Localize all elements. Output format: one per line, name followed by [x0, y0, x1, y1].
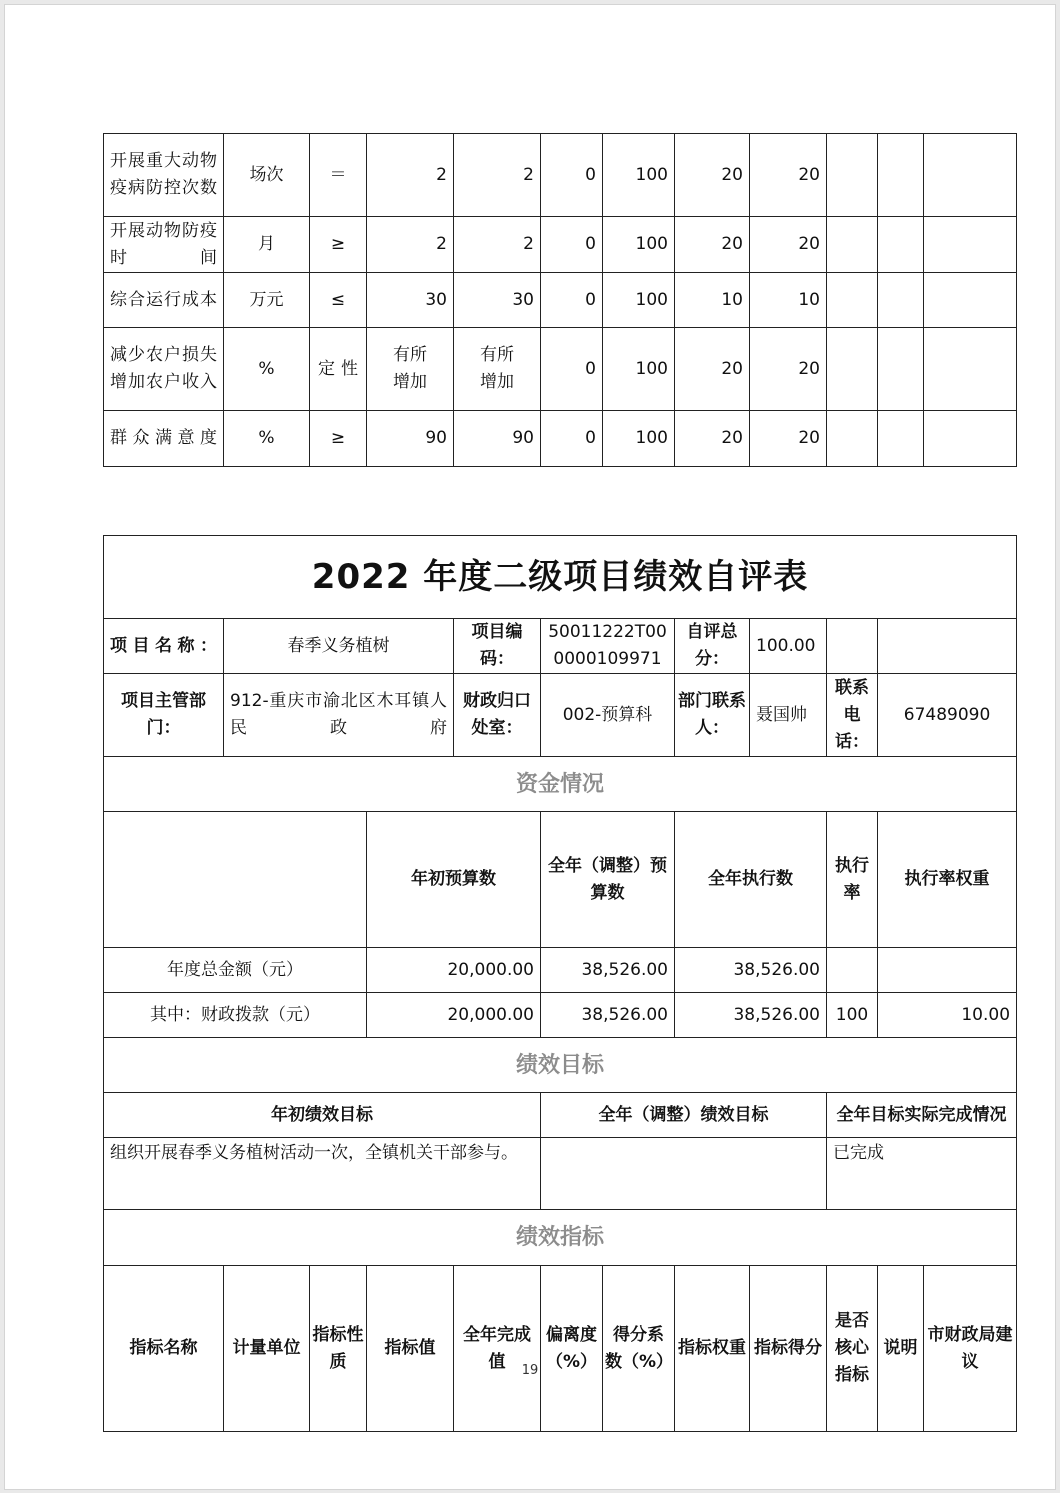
indicator-nature: ≥: [310, 217, 367, 273]
indicator-name: 开展重大动物疫病防控次数: [104, 134, 224, 217]
funds-executed: 38,526.00: [675, 993, 827, 1038]
initial-goal-text: 组织开展春季义务植树活动一次，全镇机关干部参与。: [104, 1138, 541, 1210]
funds-header: 全年执行数: [675, 812, 827, 948]
actual-completion-text: 已完成: [827, 1138, 1017, 1210]
indicator-unit: 万元: [224, 273, 310, 328]
indicator-row: [104, 411, 1017, 467]
funds-rate: [827, 948, 878, 993]
indicator-name: 开展动物防疫时间: [104, 217, 224, 273]
indicator-note: [878, 273, 924, 328]
indicator-core: [827, 217, 878, 273]
indicator-note: [878, 217, 924, 273]
funds-weight: [878, 948, 1017, 993]
indicator-header: 指标得分: [750, 1266, 827, 1432]
finance-office-value: 002-预算科: [541, 674, 675, 757]
indicator-note: [878, 328, 924, 411]
indicator-target: 2: [367, 134, 454, 217]
total-score-label: 自评总分：: [675, 619, 750, 674]
indicator-core: [827, 411, 878, 467]
document-page: [4, 4, 1056, 1490]
indicator-coefficient: 100: [603, 273, 675, 328]
indicator-header: 计量单位: [224, 1266, 310, 1432]
indicator-deviation: 0: [541, 134, 603, 217]
indicator-actual: 有所增加: [454, 328, 541, 411]
project-code-label: 项目编码：: [454, 619, 541, 674]
indicator-header: 偏离度（%）: [541, 1266, 603, 1432]
indicator-deviation: 0: [541, 217, 603, 273]
indicator-core: [827, 273, 878, 328]
page-number: 19: [521, 1363, 539, 1378]
indicator-target: 2: [367, 217, 454, 273]
indicator-row: [104, 217, 1017, 273]
empty-cell: [878, 619, 1017, 674]
funds-header: 执行率权重: [878, 812, 1017, 948]
funds-adjusted: 38,526.00: [541, 948, 675, 993]
indicator-nature: ＝: [310, 134, 367, 217]
empty-cell: [104, 812, 367, 948]
finance-office-label: 财政归口处室：: [454, 674, 541, 757]
goals-section-title: 绩效目标: [104, 1038, 1017, 1093]
phone-value: 67489090: [878, 674, 1017, 757]
indicator-unit: 月: [224, 217, 310, 273]
indicator-score: 20: [750, 411, 827, 467]
indicator-target: 有所增加: [367, 328, 454, 411]
indicator-suggestion: [924, 217, 1017, 273]
indicator-actual: 2: [454, 134, 541, 217]
indicator-deviation: 0: [541, 411, 603, 467]
indicator-name: 综合运行成本: [104, 273, 224, 328]
indicator-table-continued: [103, 133, 1017, 467]
indicator-weight: 20: [675, 328, 750, 411]
indicator-header: 说明: [878, 1266, 924, 1432]
indicator-header: 全年完成值: [454, 1266, 541, 1432]
indicator-weight: 20: [675, 217, 750, 273]
funds-weight: 10.00: [878, 993, 1017, 1038]
indicator-weight: 20: [675, 411, 750, 467]
indicator-deviation: 0: [541, 273, 603, 328]
indicator-header: 指标值: [367, 1266, 454, 1432]
indicator-unit: 场次: [224, 134, 310, 217]
page-title: 2022 年度二级项目绩效自评表: [104, 536, 1017, 619]
indicator-header: 得分系数（%）: [603, 1266, 675, 1432]
funds-header: 全年（调整）预算数: [541, 812, 675, 948]
indicator-actual: 30: [454, 273, 541, 328]
indicator-target: 30: [367, 273, 454, 328]
goals-header: 全年目标实际完成情况: [827, 1093, 1017, 1138]
project-name-label: 项目名称：: [104, 619, 224, 674]
indicator-suggestion: [924, 328, 1017, 411]
indicator-score: 20: [750, 328, 827, 411]
indicator-core: [827, 134, 878, 217]
funds-budget: 20,000.00: [367, 948, 541, 993]
adjusted-goal-text: [541, 1138, 827, 1210]
indicator-row: [104, 134, 1017, 217]
indicator-core: [827, 328, 878, 411]
department-value: 912-重庆市渝北区木耳镇人民政府: [224, 674, 454, 757]
funds-header: 执行率: [827, 812, 878, 948]
indicator-name: 减少农户损失增加农户收入: [104, 328, 224, 411]
indicator-coefficient: 100: [603, 217, 675, 273]
indicator-header: 市财政局建议: [924, 1266, 1017, 1432]
goals-header: 全年（调整）绩效目标: [541, 1093, 827, 1138]
indicator-deviation: 0: [541, 328, 603, 411]
funds-row-label: 年度总金额（元）: [104, 948, 367, 993]
self-evaluation-table: [103, 535, 1017, 1432]
indicator-note: [878, 134, 924, 217]
indicator-row: [104, 273, 1017, 328]
funds-adjusted: 38,526.00: [541, 993, 675, 1038]
funds-section-title: 资金情况: [104, 757, 1017, 812]
indicator-header: 指标名称: [104, 1266, 224, 1432]
indicator-actual: 90: [454, 411, 541, 467]
funds-row-label: 其中：财政拨款（元）: [104, 993, 367, 1038]
empty-cell: [827, 619, 878, 674]
indicator-header: 是否核心指标: [827, 1266, 878, 1432]
contact-label: 部门联系人：: [675, 674, 750, 757]
goals-header: 年初绩效目标: [104, 1093, 541, 1138]
indicator-weight: 10: [675, 273, 750, 328]
indicator-actual: 2: [454, 217, 541, 273]
funds-executed: 38,526.00: [675, 948, 827, 993]
indicator-weight: 20: [675, 134, 750, 217]
indicators-section-title: 绩效指标: [104, 1210, 1017, 1266]
funds-rate: 100: [827, 993, 878, 1038]
indicator-nature: ≤: [310, 273, 367, 328]
indicator-suggestion: [924, 134, 1017, 217]
indicator-nature: ≥: [310, 411, 367, 467]
contact-value: 聂国帅: [750, 674, 827, 757]
indicator-score: 20: [750, 134, 827, 217]
indicator-coefficient: 100: [603, 411, 675, 467]
indicator-coefficient: 100: [603, 134, 675, 217]
indicator-score: 10: [750, 273, 827, 328]
total-score-value: 100.00: [750, 619, 827, 674]
indicator-row: [104, 328, 1017, 411]
indicator-header: 指标权重: [675, 1266, 750, 1432]
department-label: 项目主管部门：: [104, 674, 224, 757]
project-name-value: 春季义务植树: [224, 619, 454, 674]
indicator-header: 指标性质: [310, 1266, 367, 1432]
indicator-coefficient: 100: [603, 328, 675, 411]
indicator-nature: 定性: [310, 328, 367, 411]
funds-header: 年初预算数: [367, 812, 541, 948]
indicator-unit: %: [224, 411, 310, 467]
funds-budget: 20,000.00: [367, 993, 541, 1038]
indicator-note: [878, 411, 924, 467]
indicator-target: 90: [367, 411, 454, 467]
project-code-value: 50011222T000000109971: [541, 619, 675, 674]
indicator-score: 20: [750, 217, 827, 273]
phone-label: 联系电话：: [827, 674, 878, 757]
indicator-unit: %: [224, 328, 310, 411]
indicator-name: 群众满意度: [104, 411, 224, 467]
indicator-suggestion: [924, 411, 1017, 467]
indicator-suggestion: [924, 273, 1017, 328]
